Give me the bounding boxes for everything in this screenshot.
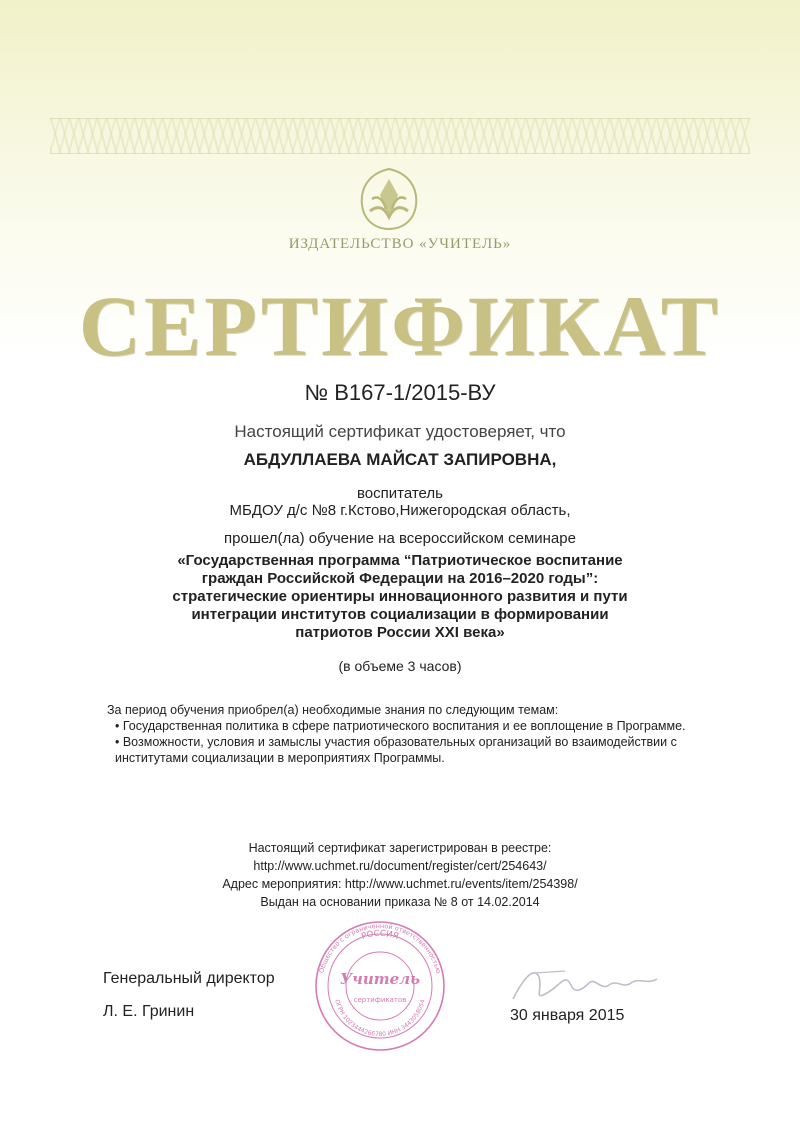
certificate-number: № В167-1/2015-ВУ <box>304 380 496 405</box>
stamp-ring-text: Общество с ограниченной ответственностью <box>317 921 443 975</box>
topics-section <box>107 702 687 766</box>
seminar-line: интеграции институтов социализации в формировании <box>191 606 609 623</box>
person-name: АБДУЛЛАЕВА МАЙСАТ ЗАПИРОВНА, <box>243 450 557 469</box>
completed-text: прошел(ла) обучение на всероссийском семинаре <box>224 530 576 547</box>
certifies-text: Настоящий сертификат удостоверяет, что <box>234 422 566 441</box>
person-position: воспитатель <box>357 485 443 502</box>
topic-item: • Государственная политика в сфере патриотического воспитания и ее воплощение в Программе. <box>115 719 686 733</box>
company-stamp <box>312 918 448 1054</box>
issued-basis: Выдан на основании приказа № 8 от 14.02.2014 <box>260 895 540 909</box>
seminar-line: стратегические ориентиры инновационного развития и пути <box>172 588 628 605</box>
director-name: Л. Е. Гринин <box>103 1003 195 1020</box>
stamp-ogrn-text: ОГРН 1023444266780 ИНН 3443058054 <box>333 998 427 1039</box>
seminar-line: граждан Российской Федерации на 2016–2020 годы”: <box>201 570 599 587</box>
registry-url: http://www.uchmet.ru/document/register/cert/254643/ <box>253 859 547 873</box>
topic-item: • Возможности, условия и замыслы участия образовательных организаций во взаимодействии с институтами социализации в мероприятиях Программы. <box>115 735 677 765</box>
director-title: Генеральный директор <box>103 970 275 987</box>
registry-line: Настоящий сертификат зарегистрирован в реестре: <box>248 841 552 855</box>
seminar-title <box>120 552 680 642</box>
stamp-center-text: Учитель <box>339 970 421 988</box>
course-volume: (в объеме 3 часов) <box>338 658 462 674</box>
stamp-top-text: РОССИЯ <box>360 928 400 943</box>
organization: МБДОУ д/с №8 г.Кстово,Нижегородская область, <box>229 502 571 519</box>
stamp-bottom-text: сертификатов <box>353 996 407 1004</box>
certificate-title: СЕРТИФИКАТ <box>78 278 722 374</box>
publisher-logo-icon <box>350 165 428 233</box>
event-address: Адрес мероприятия: http://www.uchmet.ru/events/item/254398/ <box>222 877 578 891</box>
seminar-line: патриотов России XXI века» <box>295 624 505 641</box>
registry-info <box>0 839 800 911</box>
issue-date: 30 января 2015 <box>510 1007 625 1024</box>
topics-intro: За период обучения приобрел(а) необходимые знания по следующим темам: <box>107 703 559 717</box>
director-signature <box>505 955 665 1015</box>
seminar-line: «Государственная программа “Патриотическое воспитание <box>177 552 623 569</box>
publisher-name: ИЗДАТЕЛЬСТВО «УЧИТЕЛЬ» <box>288 236 512 252</box>
decorative-border-band <box>50 118 750 154</box>
